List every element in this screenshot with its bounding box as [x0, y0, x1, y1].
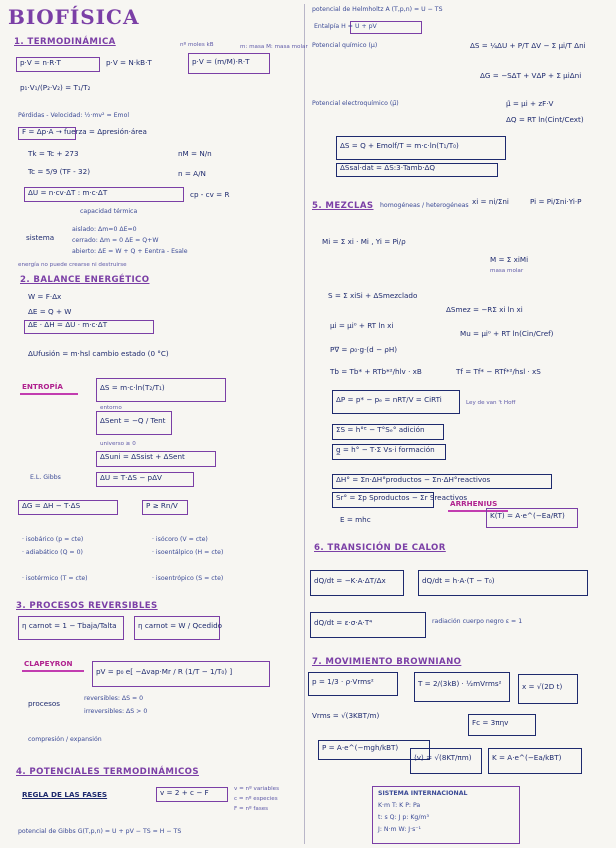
quimico-equation-2: ΔG = −SΔT + VΔP + Σ µiΔni	[480, 71, 582, 80]
browniano-7: ⟨v⟩ = √(8KT/πm)	[414, 753, 472, 762]
radiacion-equation: dQ/dt = ε·σ·A·T⁴	[314, 618, 373, 627]
browniano-3: x = √(2D t)	[522, 682, 563, 691]
procesos-irreversibles: irreversibles: ΔS > 0	[84, 708, 148, 715]
e-heat-equation: E = mhc	[340, 515, 371, 524]
rendimiento-equation: η carnot = 1 − Tbaja/Talta	[22, 621, 117, 630]
electro-equation: µ̃ = µi + zF·V	[506, 99, 554, 108]
osmotic-equation: ΔP = p* − pₑ = nRT/V = CiRTi	[336, 395, 442, 404]
mezclas-tipos: homogéneas / heterogéneas	[380, 202, 469, 209]
entropia-sistema: ΔS = m·c·ln(T₂/T₁)	[100, 383, 165, 392]
cp-cv-equation: cp - cv = R	[190, 190, 230, 199]
fuerza-equation: F = Δp·A → fuerza = Δpresión·área	[22, 127, 147, 136]
section-transicion-calor: 6. TRANSICIÓN DE CALOR	[314, 543, 446, 553]
browniano-4: Vrms = √(3KBT/m)	[312, 711, 380, 720]
proceso-adiabatico: · adiabático (Q = 0)	[22, 549, 83, 556]
xi-equation: xi = ni/Σni	[472, 197, 509, 206]
highlight-underline	[22, 670, 84, 672]
sistema-cerrado: cerrado: Δm = 0 ΔE = Q+W	[72, 237, 159, 244]
sideal-equation: ΔSmez = −RΣ xi ln xi	[446, 305, 523, 314]
ds-equation: ΔS = Q + Emolf/T = m·c·ln(T₁/T₀)	[340, 141, 459, 150]
gas-ideal-2: p·V = N·kB·T	[106, 58, 152, 67]
gibbs-equation: ΔU = T·ΔS − pΔV	[100, 473, 162, 482]
ds-sal-equation: ΔSsal·dat = ΔS:3·Tamb·ΔQ	[340, 163, 436, 172]
convect-equation: dQ/dt = h·A·(T − T₀)	[422, 576, 495, 585]
section-balance: 2. BALANCE ENERGÉTICO	[20, 275, 150, 285]
section-termodinamica: 1. TERMODINÁMICA	[14, 37, 116, 47]
sistema-aislado: aislado: Δm=0 ΔE=0	[72, 226, 137, 233]
velocidad-note: Pérdidas - Velocidad: ½·mv² = Emol	[18, 112, 130, 119]
fusion-equation: ΔUfusión = m·hsl cambio estado (0 °C)	[28, 349, 169, 358]
page-title: BIOFÍSICA	[8, 5, 140, 29]
sistema-abierto: abierto: ΔE = W + Q + Eentra - Esale	[72, 248, 188, 255]
g2-equation: g̲ = h° − T·Σ Vs·i formación	[336, 445, 435, 454]
fases-equation: v = 2 + c − F	[160, 788, 209, 797]
column-divider	[304, 4, 305, 844]
m-mol-equation: M = Σ xiMi	[490, 255, 529, 264]
proceso-isobarico: · isobárico (p = cte)	[22, 536, 84, 543]
sistema-label: sistema	[26, 233, 55, 242]
si-line-2: t: s Q: J p: Kg/m³	[378, 814, 429, 821]
pi-equation: Pi = Pi/Σni·Yi·P	[530, 197, 582, 206]
electro-equation-2: ΔQ = RT ln(Cint/Cext)	[506, 115, 584, 124]
si-line-1: K·m T: K P: Pa	[378, 802, 421, 809]
nv-equation: n = A/N	[178, 169, 206, 178]
g1-equation: ΣS = h°ᴱ − T°Sₑ° adición	[336, 425, 425, 434]
highlight-underline	[20, 393, 78, 395]
mezclas-equation: Mi = Σ xi · Mi , Yi = Pi/ρ	[322, 237, 406, 246]
pv-equation: P∇ = ρ₀·g·(d − ρH)	[330, 345, 398, 354]
fahrenheit-equation: Tc = 5/9 (TF - 32)	[28, 167, 91, 176]
nm-equation: nM = N/n	[178, 149, 212, 158]
arrhenius-label: ARRHENIUS	[450, 499, 498, 508]
fases-f-note: F = nº fases	[234, 806, 269, 812]
gibbs-potencial: potencial de Gibbs G(T,p,n) = U + pV − TS = H − TS	[18, 828, 182, 835]
p-ratio-equation: P ≥ Rn/V	[146, 501, 178, 510]
osmotic-note: Ley de van 't Hoff	[466, 400, 516, 406]
gas-ideal-1: p·V = n·R·T	[20, 58, 61, 67]
balance-equation: ΔE · ΔH = ΔU · m·c·ΔT	[28, 320, 108, 329]
mu-equation: µi = µi⁰ + RT ln xi	[330, 321, 394, 330]
s-mezcla-equation: S = Σ xiSi + ΔSmezclado	[328, 291, 418, 300]
section-procesos-reversibles: 3. PROCESOS REVERSIBLES	[16, 601, 158, 611]
sr-equation: Sr° = Σp Sproductos − Σr Sreactivos	[336, 493, 468, 502]
proceso-isotermico: · isotérmico (T = cte)	[22, 575, 88, 582]
masa-molar-note: masa molar	[490, 268, 524, 274]
electro-label: Potencial electroquímico (µ̃)	[312, 100, 399, 107]
mu2-equation: Mu = µi⁰ + RT ln(Cin/Cref)	[460, 329, 554, 338]
kelvin-equation: Tk = Tc + 273	[28, 149, 79, 158]
si-title: SISTEMA INTERNACIONAL	[378, 790, 468, 797]
gas-ideal-3: p·V = (m/M)·R·T	[192, 57, 250, 66]
entorno-equation: ΔSent = −Q / Tent	[100, 416, 166, 425]
radiacion-note: radiación cuerpo negro ε = 1	[432, 618, 523, 625]
proceso-isoentalpico: · isoentálpico (H = cte)	[152, 549, 224, 556]
quimico-label: Potencial químico (µ)	[312, 42, 378, 49]
estado-equation: p₁·V₁/(P₂·V₂) = T₁/T₂	[20, 83, 91, 92]
delta-g-equation: ΔG = ΔH − T·ΔS	[22, 501, 81, 510]
clapeyron-label: CLAPEYRON	[24, 659, 73, 668]
delta-e-equation: ΔE = Q + W	[28, 307, 72, 316]
arrhenius-equation: K(T) = A·e^(−Ea/RT)	[490, 511, 565, 520]
quimico-equation: ΔS = ¼ΔU + P/T ΔV − Σ µi/T Δni	[470, 41, 586, 50]
browniano-1: p = 1/3 · ρ·Vrms²	[312, 677, 374, 686]
proceso-isocorico: · isócoro (V = cte)	[152, 536, 208, 543]
browniano-2: T = 2/(3kB) · ½mVrms²	[418, 679, 502, 688]
fases-v-note: v = nº variables	[234, 786, 279, 792]
du-equation: ΔU = n·cv·ΔT : m·c·ΔT	[28, 188, 108, 197]
universo-label: universo ≥ 0	[100, 441, 136, 447]
margin-note: m: masa M: masa molar	[240, 44, 308, 50]
fases-c-note: c = nº especies	[234, 796, 278, 802]
tb-equation: Tb = Tb* + RTb*²/hlv · xB	[330, 367, 422, 376]
browniano-6: P = A·e^(−mgh/kBT)	[322, 743, 399, 752]
universo-equation: ΔSuni = ΔSsist + ΔSent	[100, 452, 185, 461]
fases-label: REGLA DE LAS FASES	[22, 790, 108, 799]
browniano-8: K = A·e^(−Ea/kBT)	[492, 753, 562, 762]
tf-equation: Tf = Tf* − RTf*²/hsl · xS	[456, 367, 541, 376]
rendimiento2-equation: η carnot = W / Qcedido	[138, 621, 223, 630]
si-line-3: J: N·m W: J·s⁻¹	[378, 826, 422, 833]
section-mezclas: 5. MEZCLAS	[312, 201, 374, 211]
conduccion-equation: dQ/dt = −K·A·ΔT/Δx	[314, 576, 386, 585]
sistema-nota: energía no puede crearse ni destruirse	[18, 262, 127, 268]
entorno-label: entorno	[100, 405, 122, 411]
capacidad-note: capacidad térmica	[80, 208, 138, 215]
gibbs-label: E.L. Gibbs	[30, 474, 61, 481]
entalpia-equation: Entalpía H = U + pV	[314, 23, 377, 30]
proceso-isoentropico: · isoentrópico (S = cte)	[152, 575, 224, 582]
clapeyron-equation: pV = p₀ e[ −Δvap·Mr / R (1/T − 1/T₀) ]	[96, 667, 233, 676]
entropia-label: ENTROPÍA	[22, 382, 63, 391]
margin-note: nº moles kB	[180, 42, 214, 48]
browniano-5: Fc = 3πηv	[472, 718, 509, 727]
section-browniano: 7. MOVIMIENTO BROWNIANO	[312, 657, 462, 667]
helmholtz-equation: potencial de Helmholtz A (T,p,n) = U − TS	[312, 6, 443, 13]
trabajo-equation: W = F·Δx	[28, 292, 62, 301]
compresion-note: compresión / expansión	[28, 736, 102, 743]
dh-equation: ΔH° = Σn·ΔH°productos − Σn·ΔH°reactivos	[336, 475, 491, 484]
section-potenciales: 4. POTENCIALES TERMODINÁMICOS	[16, 767, 199, 777]
procesos-label: procesos	[28, 699, 61, 708]
procesos-reversibles: reversibles: ΔS = 0	[84, 695, 144, 702]
